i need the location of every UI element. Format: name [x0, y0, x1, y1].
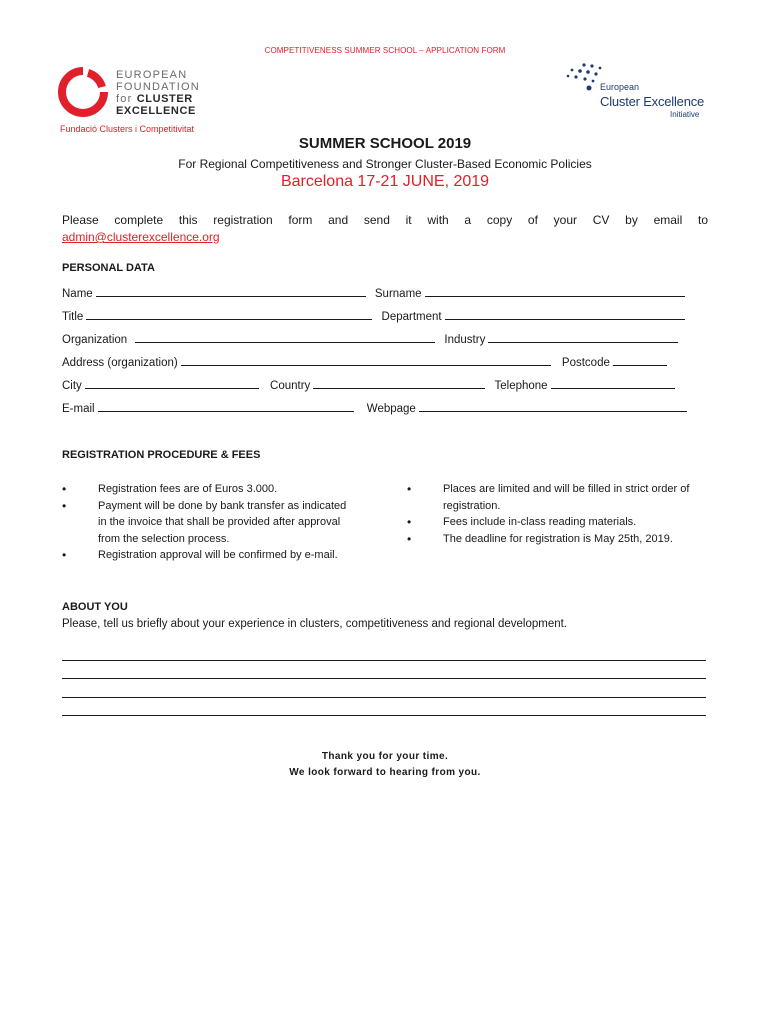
personal-data-heading: PERSONAL DATA — [62, 262, 155, 274]
surname-field[interactable] — [425, 286, 685, 297]
about-answer-line[interactable] — [62, 697, 706, 698]
country-field[interactable] — [313, 378, 485, 389]
closing-lookforward: We look forward to hearing from you. — [289, 767, 481, 778]
email-field[interactable] — [98, 401, 354, 412]
logo-text-for-cluster — [116, 93, 193, 105]
postcode-label: Postcode — [561, 357, 610, 369]
industry-field[interactable] — [488, 332, 678, 343]
title-label: Title — [62, 311, 84, 323]
webpage-field[interactable] — [419, 401, 687, 412]
email-label: E-mail — [62, 403, 95, 415]
list-item: • Registration approval will be confirmed by e-mail. — [62, 547, 352, 564]
department-label: Department — [381, 311, 442, 323]
logo-text-initiative: Initiative — [670, 110, 700, 119]
city-country-telephone-row — [62, 378, 675, 392]
page-title: SUMMER SCHOOL 2019 — [298, 135, 472, 152]
about-answer-line[interactable] — [62, 715, 706, 716]
postcode-field[interactable] — [613, 355, 667, 366]
address-label: Address (organization) — [62, 357, 178, 369]
event-date-location: Barcelona 17-21 JUNE, 2019 — [280, 173, 490, 190]
intro-text: Please complete this registration form and send it with a copy of your CV by email to — [62, 213, 708, 227]
list-item: • Places are limited and will be filled in strict order of registration. — [407, 481, 697, 514]
logo-text-cluster: CLUSTER — [136, 93, 193, 105]
email-link[interactable]: admin@clusterexcellence.org — [62, 230, 220, 244]
efce-logo — [58, 67, 218, 139]
logo-text-european-small: European — [600, 82, 640, 92]
organization-label: Organization — [62, 334, 128, 346]
list-item: • Registration fees are of Euros 3.000. — [62, 481, 352, 498]
logo-text-excellence-bold: EXCELLENCE — [116, 105, 196, 117]
registration-list-left — [62, 481, 352, 564]
telephone-label: Telephone — [494, 380, 548, 392]
name-field[interactable] — [96, 286, 366, 297]
about-answer-line[interactable] — [62, 660, 706, 661]
webpage-label: Webpage — [366, 403, 416, 415]
title-department-row — [62, 309, 685, 323]
registration-heading: REGISTRATION PROCEDURE & FEES — [62, 449, 261, 461]
list-item: • The deadline for registration is May 25th, 2019. — [407, 531, 697, 548]
document-header: COMPETITIVENESS SUMMER SCHOOL – APPLICATION FORM — [264, 46, 506, 55]
department-field[interactable] — [445, 309, 685, 320]
organization-field[interactable] — [135, 332, 435, 343]
city-label: City — [62, 380, 82, 392]
name-surname-row — [62, 286, 685, 300]
country-label: Country — [270, 380, 311, 392]
telephone-field[interactable] — [551, 378, 675, 389]
organization-industry-row — [62, 332, 678, 346]
surname-label: Surname — [374, 288, 422, 300]
address-postcode-row — [62, 355, 667, 369]
about-answer-line[interactable] — [62, 678, 706, 679]
list-item: • Fees include in-class reading materials. — [407, 514, 697, 531]
email-webpage-row — [62, 401, 687, 415]
closing-thanks: Thank you for your time. — [321, 751, 449, 762]
about-heading: ABOUT YOU — [62, 601, 128, 613]
efce-ring-icon — [58, 67, 108, 117]
logo-text-european: EUROPEAN — [116, 69, 188, 81]
ecei-logo — [562, 62, 712, 122]
name-label: Name — [62, 288, 93, 300]
title-field[interactable] — [86, 309, 372, 320]
logo-text-excellence — [116, 105, 196, 117]
address-field[interactable] — [181, 355, 551, 366]
industry-label: Industry — [444, 334, 486, 346]
registration-list-right — [407, 481, 697, 547]
logo-text-for: for — [116, 93, 133, 105]
logo-text-cluster-excellence: Cluster Excellence — [600, 94, 705, 109]
logo-tagline: Fundació Clusters i Competitivitat — [60, 124, 195, 134]
about-prompt: Please, tell us briefly about your experience in clusters, competitiveness and regional development. — [62, 618, 568, 630]
list-item: • Payment will be done by bank transfer as indicated in the invoice that shall be provided after approval from the selection process. — [62, 498, 352, 548]
city-field[interactable] — [85, 378, 259, 389]
logo-text-foundation: FOUNDATION — [116, 81, 200, 93]
page-subtitle: For Regional Competitiveness and Stronger Cluster-Based Economic Policies — [178, 157, 592, 171]
